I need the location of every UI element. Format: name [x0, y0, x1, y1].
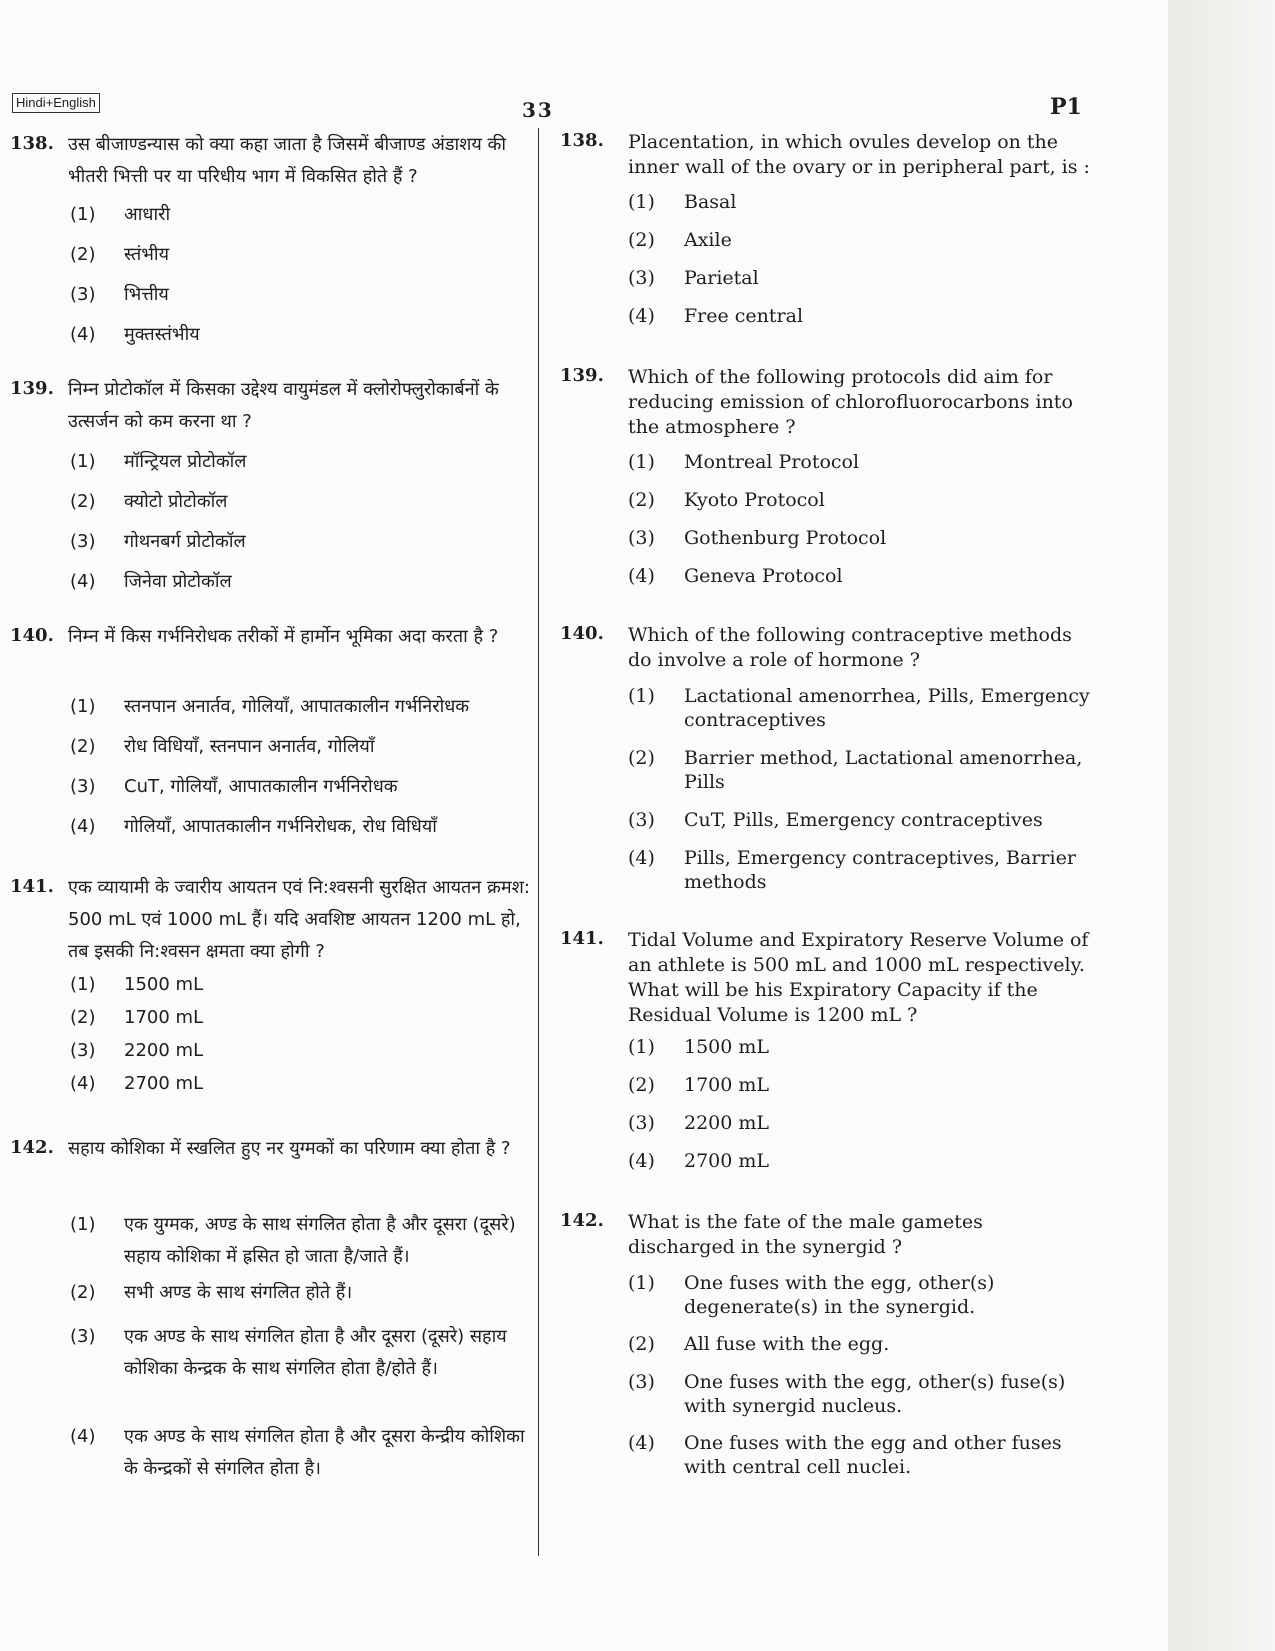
- question-number: 141.: [10, 876, 54, 897]
- question-number: 142.: [560, 1210, 604, 1231]
- question-text: Which of the following contraceptive methods do involve a role of hormone ?: [628, 624, 1072, 671]
- question-number: 138.: [560, 130, 604, 151]
- question-text: सहाय कोशिका में स्खलित हुए नर युग्मकों का परिणाम क्या होता है ?: [68, 1138, 511, 1159]
- page-number: 33: [522, 98, 554, 122]
- question-text: उस बीजाण्डन्यास को क्या कहा जाता है जिसमें बीजाण्ड अंडाशय की भीतरी भित्ती पर या परिधीय भाग में विकसित होते हैं ?: [68, 134, 507, 187]
- question-number: 139.: [10, 378, 54, 399]
- language-tag: Hindi+English: [12, 93, 100, 113]
- question-text: एक व्यायामी के ज्वारीय आयतन एवं नि:श्वसनी सुरक्षित आयतन क्रमश: 500 mL एवं 1000 mL हैं। यदि अवशिष्ट आयतन 1200 mL हो, तब इसकी नि:श्वसन क्षमता क्या होगी ?: [68, 877, 530, 962]
- column-divider: [538, 128, 539, 1556]
- question-number: 139.: [560, 365, 604, 386]
- question-text: What is the fate of the male gametes discharged in the synergid ?: [628, 1211, 983, 1258]
- question-text: Tidal Volume and Expiratory Reserve Volume of an athlete is 500 mL and 1000 mL respectively. What will be his Expiratory Capacity if the Residual Volume is 1200 mL ?: [628, 929, 1089, 1026]
- question-text: Which of the following protocols did aim for reducing emission of chlorofluorocarbons into the atmosphere ?: [628, 366, 1073, 438]
- question-number: 138.: [10, 133, 54, 154]
- paper-code: P1: [1050, 94, 1082, 120]
- question-number: 142.: [10, 1137, 54, 1158]
- page-edge: [1168, 0, 1275, 1651]
- question-text: निम्न में किस गर्भनिरोधक तरीकों में हार्मोन भूमिका अदा करता है ?: [68, 626, 499, 647]
- exam-page: Hindi+English 33 P1 138. उस बीजाण्डन्यास को क्या कहा जाता है जिसमें बीजाण्ड अंडाशय की भीतरी भित्ती पर या परिधीय भाग में विकसित होते हैं ? (1) आधारी (2) स्तंभीय (3) भित्तीय (4) मुक्तस्तंभीय 139. निम्न प्रोटोकॉल में किसका उद्देश्य वायुमंडल में क्लोरोफ्लुरोकार्बनों के उत्सर्जन को कम करना था ? (1) मॉन्ट्रियल प्रोटोकॉल (2) क्योटो प्रोटोकॉल (3) गोथनबर्ग प्रोटोकॉल (4) जिनेवा प्रोटोकॉल 140. निम्न में किस गर्भनिरोधक तरीकों में हार्मोन भूमिका अदा करता है ? (1) स्तनपान अनार्तव, गोलियाँ, आपातकालीन गर्भनिरोधक (2) रोध विधियाँ, स्तनपान अनार्तव, गोलियाँ (3) CuT, गोलियाँ, आपातकालीन गर्भनिरोधक (4) गोलियाँ, आपातकालीन गर्भनिरोधक, रोध विधियाँ 141. एक व्यायामी के ज्वारीय आयतन एवं नि:श्वसनी सुरक्षित आयतन क्रमश: 500 mL एवं 1000 mL हैं। यदि अवशिष्ट आयतन 1200 mL हो, तब इसकी नि:श्वसन क्षमता क्या होगी ? (1) 1500 mL (2) 1700 mL (3) 2200 mL (4) 2700 mL 142. सहाय कोशिका में स्खलित हुए नर युग्मकों का परिणाम क्या होता है ? (1) एक युग्मक, अण्ड के साथ संगलित होता है और दूसरा (दूसरे) सहाय कोशिका में ह्रसित हो जाता है/जाते हैं। (2) सभी अण्ड के साथ संगलित होते हैं। (3) एक अण्ड के साथ संगलित होता है और दूसरा (दूसरे) सहाय कोशिका केन्द्रक के साथ संगलित होता है/होते हैं। (4) एक अण्ड के साथ संगलित होता है और दूसरा केन्द्रीय कोशिका के केन्द्रकों से संगलित होता है। 138. Placentation, in which ovules develop on the inner wall of the ovary or in peripheral part, is : (1) Basal (2) Axile (3) Parietal (4) Free central 139. Which of the following protocols did aim for reducing emission of chlorofluorocarbons into the atmosphere ? (1) Montreal Protocol (2) Kyoto Protocol (3) Gothenburg Protocol (4) Geneva Protocol 140. Which of the following contraceptive methods do involve a role of hormone ? (1) Lactational amenorrhea, Pills, Emergency contraceptives (2) Barrier method, Lactational amenorrhea, Pills (3) CuT, Pills, Emergency contraceptives (4) Pills, Emergency contraceptives, Barrier methods 141. Tidal Volume and Expiratory Reserve Volume of an athlete is 500 mL and 1000 mL respectively. What will be his Expiratory Capacity if the Residual Volume is 1200 mL ? (1) 1500 mL (2) 1700 mL (3) 2200 mL (4) 2700 mL 142. What is the fate of the male gametes discharged in the synergid ? (1) One fuses with the egg, other(s) degenerate(s) in the synergid. (2) All fuse with the egg. (3) One fuses with the egg, other(s) fuse(s) with synergid nucleus. (4) One fuses with the egg and other fuses with central cell nuclei.: [0, 0, 1168, 1651]
- question-text: Placentation, in which ovules develop on the inner wall of the ovary or in peripheral part, is :: [628, 131, 1090, 178]
- question-number: 140.: [560, 623, 604, 644]
- question-text: निम्न प्रोटोकॉल में किसका उद्देश्य वायुमंडल में क्लोरोफ्लुरोकार्बनों के उत्सर्जन को कम करना था ?: [68, 379, 499, 432]
- question-number: 141.: [560, 928, 604, 949]
- question-number: 140.: [10, 625, 54, 646]
